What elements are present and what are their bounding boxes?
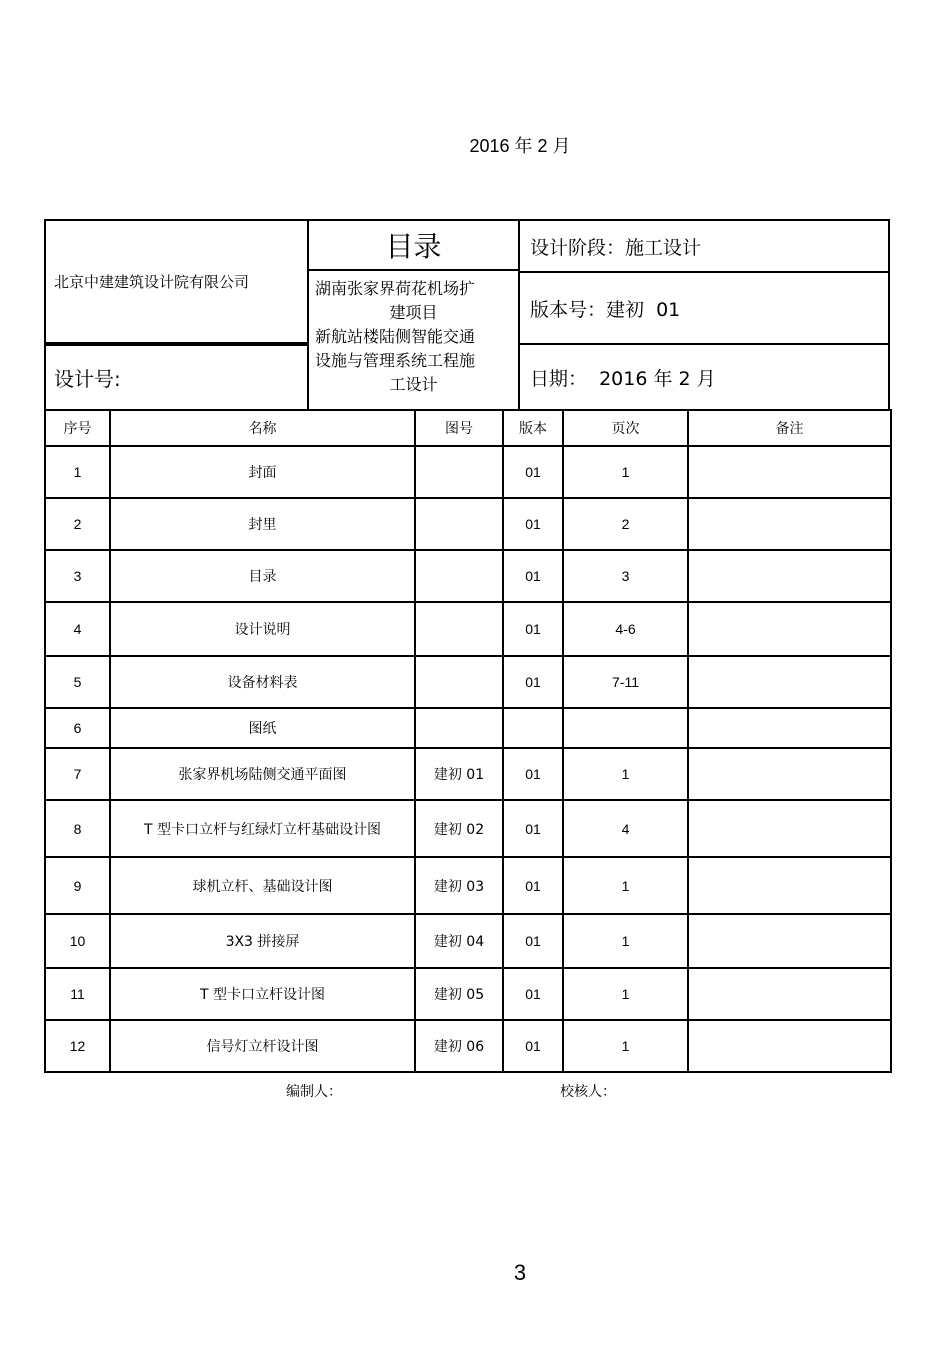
page-number: 3 xyxy=(513,1260,527,1285)
top-date: 2016 年 2 月 xyxy=(469,136,571,156)
design-stage xyxy=(518,219,890,273)
row-version: 01 xyxy=(503,1020,563,1072)
table-row xyxy=(45,968,891,1020)
col-header-no: 序号 xyxy=(45,410,110,446)
row-drawing-number xyxy=(415,498,503,550)
row-drawing-number: 建初 01 xyxy=(415,748,503,800)
row-note xyxy=(688,708,891,748)
row-pages: 1 xyxy=(563,446,688,498)
project-line: 工设计 xyxy=(389,375,438,394)
row-drawing-number xyxy=(415,446,503,498)
row-note xyxy=(688,968,891,1020)
row-number: 5 xyxy=(45,656,110,708)
row-number: 4 xyxy=(45,602,110,656)
row-name: 3X3 拼接屏 xyxy=(110,914,415,968)
row-pages: 2 xyxy=(563,498,688,550)
row-pages: 1 xyxy=(563,968,688,1020)
checker-label: 校核人： xyxy=(560,1084,616,1100)
design-stage-text: 设计阶段：施工设计 xyxy=(530,236,702,259)
company-name: 北京中建建筑设计院有限公司 xyxy=(44,219,309,344)
row-pages: 3 xyxy=(563,550,688,602)
row-number: 3 xyxy=(45,550,110,602)
row-name: 封面 xyxy=(110,446,415,498)
table-row xyxy=(45,602,891,656)
row-drawing-number: 建初 05 xyxy=(415,968,503,1020)
issue-date xyxy=(518,343,890,411)
project-line: 建项目 xyxy=(389,303,438,322)
row-drawing-number xyxy=(415,708,503,748)
project-line: 设施与管理系统工程施 xyxy=(315,351,476,370)
compiler-label: 编制人： xyxy=(286,1084,342,1100)
title-block xyxy=(44,219,890,411)
col-header-pages: 页次 xyxy=(563,410,688,446)
row-drawing-number: 建初 02 xyxy=(415,800,503,857)
row-number: 7 xyxy=(45,748,110,800)
row-number: 11 xyxy=(45,968,110,1020)
row-number: 6 xyxy=(45,708,110,748)
row-version: 01 xyxy=(503,968,563,1020)
row-number: 2 xyxy=(45,498,110,550)
project-name xyxy=(307,269,520,411)
project-line: 湖南张家界荷花机场扩 xyxy=(315,279,476,298)
row-note xyxy=(688,498,891,550)
row-pages: 1 xyxy=(563,1020,688,1072)
row-pages: 1 xyxy=(563,857,688,914)
row-name: T 型卡口立杆与红绿灯立杆基础设计图 xyxy=(110,800,415,857)
row-number: 9 xyxy=(45,857,110,914)
row-number: 12 xyxy=(45,1020,110,1072)
row-drawing-number xyxy=(415,602,503,656)
table-row xyxy=(45,1020,891,1072)
row-version: 01 xyxy=(503,656,563,708)
table-row xyxy=(45,800,891,857)
row-pages xyxy=(563,708,688,748)
row-name: 信号灯立杆设计图 xyxy=(110,1020,415,1072)
row-drawing-number: 建初 06 xyxy=(415,1020,503,1072)
document-title: 目录 xyxy=(307,219,520,271)
row-version: 01 xyxy=(503,857,563,914)
row-version: 01 xyxy=(503,748,563,800)
row-note xyxy=(688,914,891,968)
row-version xyxy=(503,708,563,748)
row-name: 球机立杆、基础设计图 xyxy=(110,857,415,914)
row-note xyxy=(688,602,891,656)
row-name: T 型卡口立杆设计图 xyxy=(110,968,415,1020)
row-name: 张家界机场陆侧交通平面图 xyxy=(110,748,415,800)
row-pages: 7-11 xyxy=(563,656,688,708)
col-header-version: 版本 xyxy=(503,410,563,446)
table-row xyxy=(45,550,891,602)
row-name: 设备材料表 xyxy=(110,656,415,708)
row-version: 01 xyxy=(503,446,563,498)
row-name: 目录 xyxy=(110,550,415,602)
row-pages: 1 xyxy=(563,914,688,968)
row-pages: 4-6 xyxy=(563,602,688,656)
row-drawing-number xyxy=(415,550,503,602)
table-row xyxy=(45,857,891,914)
row-pages: 4 xyxy=(563,800,688,857)
table-row xyxy=(45,914,891,968)
row-drawing-number: 建初 03 xyxy=(415,857,503,914)
row-number: 1 xyxy=(45,446,110,498)
issue-date-text: 日期： 2016 年 2 月 xyxy=(530,367,716,390)
row-name: 封里 xyxy=(110,498,415,550)
row-note xyxy=(688,1020,891,1072)
row-note xyxy=(688,550,891,602)
col-header-name: 名称 xyxy=(110,410,415,446)
project-line: 新航站楼陆侧智能交通 xyxy=(315,327,476,346)
row-note xyxy=(688,656,891,708)
table-row xyxy=(45,708,891,748)
table-row xyxy=(45,748,891,800)
row-pages: 1 xyxy=(563,748,688,800)
row-note xyxy=(688,446,891,498)
row-number: 8 xyxy=(45,800,110,857)
row-version: 01 xyxy=(503,498,563,550)
row-drawing-number xyxy=(415,656,503,708)
design-number-label: 设计号: xyxy=(44,344,309,411)
table-row xyxy=(45,446,891,498)
contents-table xyxy=(44,409,892,1073)
col-header-drawing: 图号 xyxy=(415,410,503,446)
row-number: 10 xyxy=(45,914,110,968)
row-note xyxy=(688,857,891,914)
table-row xyxy=(45,656,891,708)
table-header-row xyxy=(45,410,891,446)
row-name: 设计说明 xyxy=(110,602,415,656)
row-note xyxy=(688,800,891,857)
version-number-text: 版本号：建初 01 xyxy=(530,298,681,321)
row-note xyxy=(688,748,891,800)
row-version: 01 xyxy=(503,914,563,968)
row-version: 01 xyxy=(503,550,563,602)
row-version: 01 xyxy=(503,602,563,656)
row-name: 图纸 xyxy=(110,708,415,748)
col-header-note: 备注 xyxy=(688,410,891,446)
row-version: 01 xyxy=(503,800,563,857)
row-drawing-number: 建初 04 xyxy=(415,914,503,968)
version-number xyxy=(518,271,890,345)
table-row xyxy=(45,498,891,550)
